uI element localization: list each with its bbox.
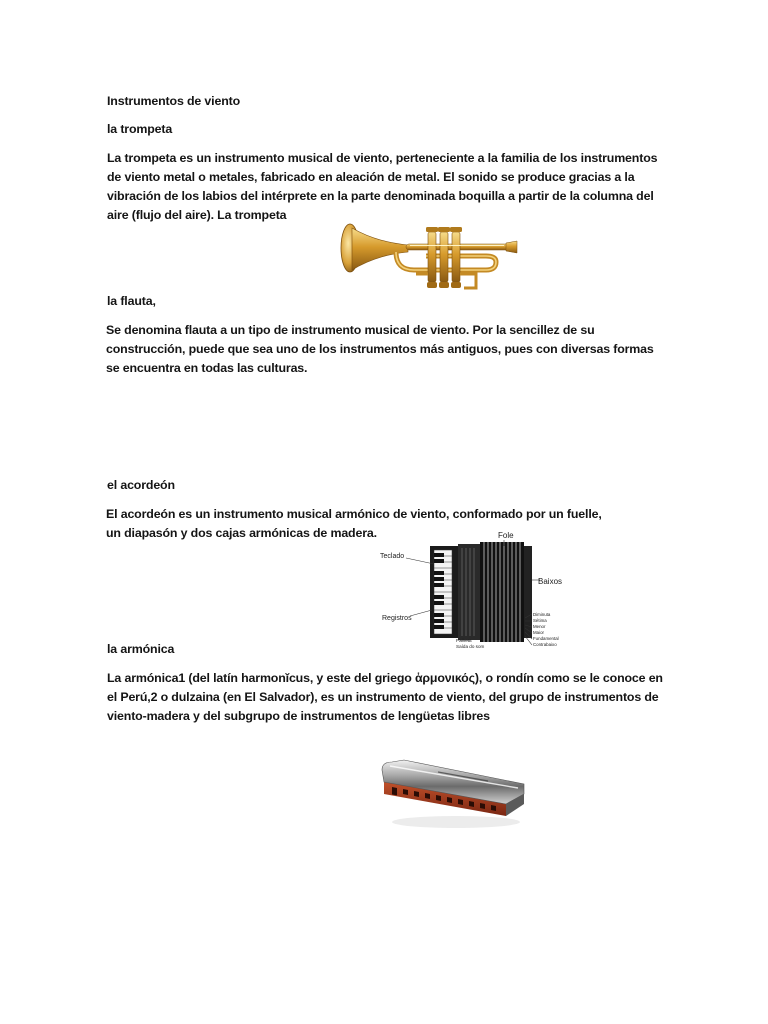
harmonica-illustration [378,756,526,832]
accordion-scale-label: Diminuta [533,612,551,617]
section-body-armonica: La armónica1 (del latín harmonĭcus, y este del griego ἁρμονικός), o rondín como se le conoce en el Perú,2 o dulzaina (en El Salvador), es un instrumento de viento, del grupo de instrumentos de viento-madera y del subgrupo de instrumentos de lengüetas libres [107,671,663,723]
accordion-scale-label: Contrabaixo [533,642,557,647]
accordion-scale-label: Maior [533,630,544,635]
section-body-acordeon: El acordeón es un instrumento musical armónico de viento, conformado por un fuelle, un diapasón y dos cajas armónicas de madera. [106,507,602,540]
section-heading-acordeon: el acordeón [107,478,175,492]
accordion-scale-label: Sétima [533,618,547,623]
accordion-label-baixos: Baixos [538,577,563,586]
section-heading-flauta: la flauta, [107,294,156,308]
accordion-label-teclado: Teclado [380,553,405,560]
trumpet-illustration [336,218,518,296]
accordion-keys [434,550,452,634]
accordion-label-saida: Saída do som [456,644,485,649]
accordion-label-registros: Registros [382,615,412,622]
accordion-scale-label: Menor [533,624,546,629]
section-body-flauta: Se denomina flauta a un tipo de instrumento musical de viento. Por la sencillez de su construcción, puede que sea uno de los instrumentos más antiguos, pues con diversas formas se encuentra en todas las culturas. [106,323,654,375]
accordion-scale-label: Fundamental [533,636,559,641]
accordion-diagram [380,528,568,654]
section-heading-trompeta: la trompeta [107,122,173,136]
accordion-bellows [480,542,524,642]
accordion-label-palheta: Palheta [456,638,472,643]
section-heading-armonica: la armónica [107,642,175,656]
section-body-trompeta: La trompeta es un instrumento musical de viento, perteneciente a la familia de los instrumentos de viento metal o metales, fabricado en aleación de metal. El sonido se produce gracias a la vibración de los labios del intérprete en la parte denominada boquilla a partir de la columna del aire (flujo del aire). La trompeta [107,151,658,222]
accordion-label-fole: Fole [498,531,514,540]
document-title: Instrumentos de viento [107,94,241,108]
